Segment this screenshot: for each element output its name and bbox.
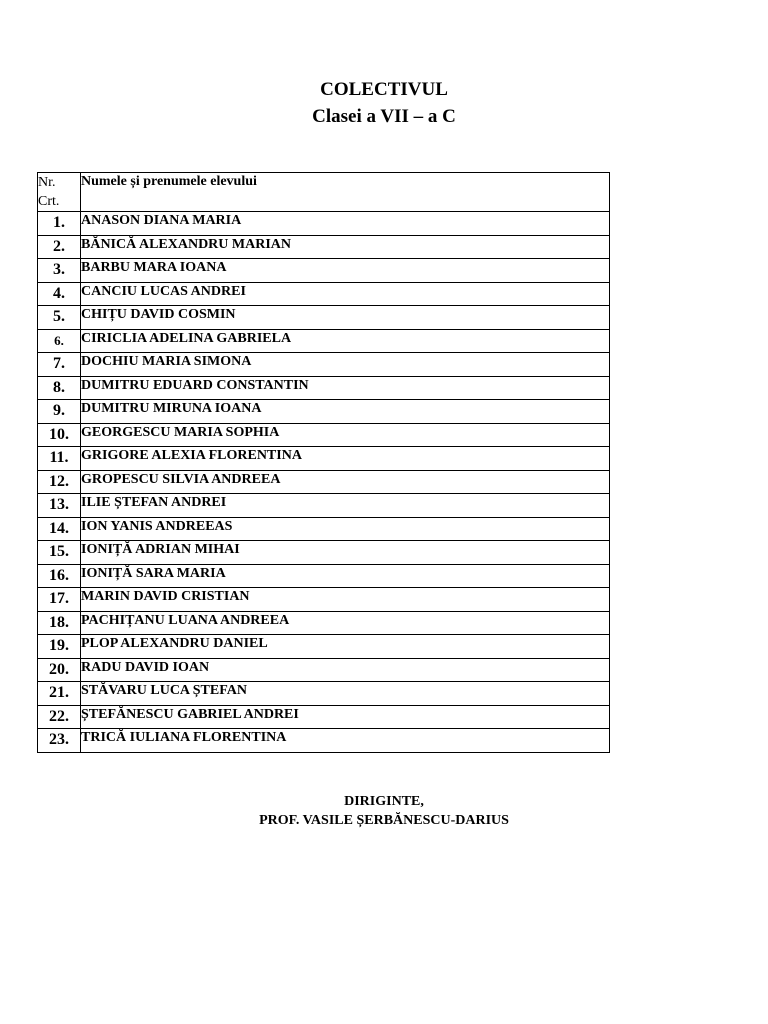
table-row <box>38 658 610 682</box>
table-row <box>38 517 610 541</box>
table-row <box>38 212 610 236</box>
row-number: 4. <box>38 282 81 306</box>
row-number: 20. <box>38 658 81 682</box>
row-number: 19. <box>38 635 81 659</box>
table-row <box>38 329 610 353</box>
header-student-name: Numele și prenumele elevului <box>81 173 610 212</box>
row-number: 22. <box>38 705 81 729</box>
teacher-name: PROF. VASILE ȘERBĂNESCU-DARIUS <box>259 813 509 828</box>
row-number: 2. <box>38 235 81 259</box>
row-number: 16. <box>38 564 81 588</box>
student-name: IONIȚĂ ADRIAN MIHAI <box>81 541 610 565</box>
table-row <box>38 705 610 729</box>
student-name: ION YANIS ANDREEAS <box>81 517 610 541</box>
student-name: DUMITRU MIRUNA IOANA <box>81 400 610 424</box>
title-line-1: COLECTIVUL <box>320 79 448 100</box>
table-row <box>38 494 610 518</box>
student-name: RADU DAVID IOAN <box>81 658 610 682</box>
row-number: 1. <box>38 212 81 236</box>
table-row <box>38 282 610 306</box>
document-title <box>0 76 768 130</box>
student-name: IONIȚĂ SARA MARIA <box>81 564 610 588</box>
table-row <box>38 729 610 753</box>
table-row <box>38 423 610 447</box>
row-number: 8. <box>38 376 81 400</box>
table-header-row <box>38 173 610 212</box>
row-number: 6. <box>38 329 81 353</box>
student-name: ILIE ȘTEFAN ANDREI <box>81 494 610 518</box>
table-row <box>38 541 610 565</box>
teacher-role: DIRIGINTE, <box>344 794 424 809</box>
student-name: GRIGORE ALEXIA FLORENTINA <box>81 447 610 471</box>
student-name: CIRICLIA ADELINA GABRIELA <box>81 329 610 353</box>
signature-block <box>0 792 768 830</box>
row-number: 14. <box>38 517 81 541</box>
student-name: PACHIȚANU LUANA ANDREEA <box>81 611 610 635</box>
title-line-2: Clasei a VII – a C <box>312 106 456 127</box>
student-name: PLOP ALEXANDRU DANIEL <box>81 635 610 659</box>
student-name: CANCIU LUCAS ANDREI <box>81 282 610 306</box>
student-name: ȘTEFĂNESCU GABRIEL ANDREI <box>81 705 610 729</box>
student-roster-table <box>37 172 610 753</box>
row-number: 9. <box>38 400 81 424</box>
table-row <box>38 259 610 283</box>
header-nr-line2: Crt. <box>38 194 60 209</box>
row-number: 18. <box>38 611 81 635</box>
row-number: 10. <box>38 423 81 447</box>
student-name: MARIN DAVID CRISTIAN <box>81 588 610 612</box>
student-name: BARBU MARA IOANA <box>81 259 610 283</box>
row-number: 17. <box>38 588 81 612</box>
student-name: GEORGESCU MARIA SOPHIA <box>81 423 610 447</box>
row-number: 3. <box>38 259 81 283</box>
table-row <box>38 682 610 706</box>
header-nr-line1: Nr. <box>38 175 56 190</box>
student-name: ANASON DIANA MARIA <box>81 212 610 236</box>
row-number: 11. <box>38 447 81 471</box>
row-number: 7. <box>38 353 81 377</box>
row-number: 5. <box>38 306 81 330</box>
table-row <box>38 588 610 612</box>
row-number: 15. <box>38 541 81 565</box>
student-name: GROPESCU SILVIA ANDREEA <box>81 470 610 494</box>
table-row <box>38 353 610 377</box>
table-row <box>38 235 610 259</box>
table-row <box>38 635 610 659</box>
row-number: 21. <box>38 682 81 706</box>
table-row <box>38 447 610 471</box>
table-row <box>38 376 610 400</box>
table-row <box>38 611 610 635</box>
table-row <box>38 400 610 424</box>
row-number: 13. <box>38 494 81 518</box>
student-name: TRICĂ IULIANA FLORENTINA <box>81 729 610 753</box>
student-name: DUMITRU EDUARD CONSTANTIN <box>81 376 610 400</box>
table-row <box>38 306 610 330</box>
table-row <box>38 564 610 588</box>
student-name: BĂNICĂ ALEXANDRU MARIAN <box>81 235 610 259</box>
student-name: STĂVARU LUCA ȘTEFAN <box>81 682 610 706</box>
student-name: DOCHIU MARIA SIMONA <box>81 353 610 377</box>
table-row <box>38 470 610 494</box>
table-body <box>38 212 610 753</box>
header-nr-crt <box>38 173 81 212</box>
student-name: CHIȚU DAVID COSMIN <box>81 306 610 330</box>
row-number: 12. <box>38 470 81 494</box>
row-number: 23. <box>38 729 81 753</box>
